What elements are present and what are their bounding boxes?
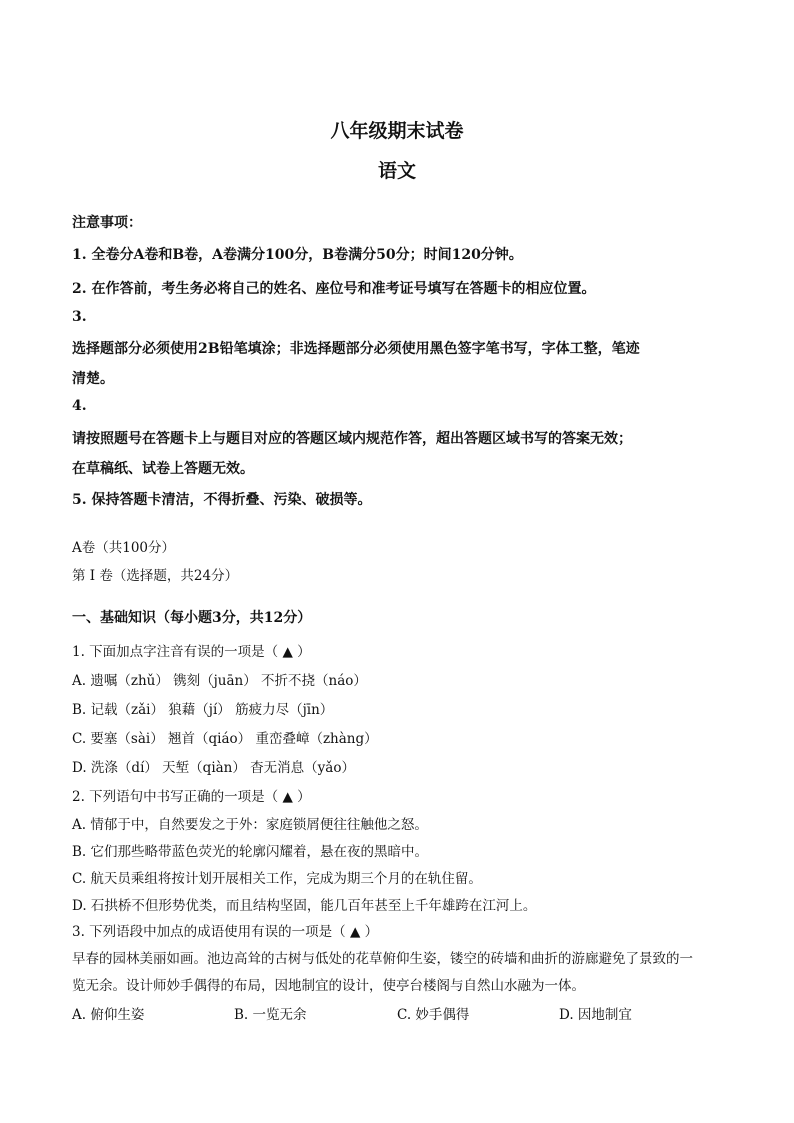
q2-option-d: D. 石拱桥不但形势优类，而且结构坚固，能几百年甚至上千年雄跨在江河上。 [72, 898, 537, 914]
notice-item-4-line-2: 在草稿纸、试卷上答题无效。 [72, 461, 254, 477]
q2-option-a: A. 情郁于中，自然要发之于外：家庭锁屑便往往触他之怒。 [72, 817, 428, 833]
q3-option-c: C. 妙手偶得 [397, 1007, 470, 1023]
q1-option-a: A. 遗嘱（zhǔ） 镌刻（juān） 不折不挠（náo） [72, 673, 367, 689]
q1-option-c: C. 要塞（sài） 翘首（qiáo） 重峦叠嶂（zhàng） [72, 731, 378, 747]
notice-item-5: 5. 保持答题卡清洁，不得折叠、污染、破损等。 [72, 492, 372, 508]
subject-title: 语文 [377, 160, 416, 182]
notice-item-4-number: 4. [72, 398, 87, 414]
q2-option-b: B. 它们那些略带蓝色荧光的轮廓闪耀着，悬在夜的黑暗中。 [72, 844, 429, 860]
notice-item-2: 2. 在作答前，考生务必将自己的姓名、座位号和准考证号填写在答题卡的相应位置。 [72, 281, 596, 297]
notice-item-4-line-1: 请按照题号在答题卡上与题目对应的答题区域内规范作答，超出答题区域书写的答案无效； [72, 431, 632, 447]
q1-option-b: B. 记载（zǎi） 狼藉（jí） 筋疲力尽（jīn） [72, 702, 334, 718]
q3-option-b: B. 一览无余 [234, 1007, 307, 1023]
notice-item-3-number: 3. [72, 309, 87, 325]
q2-option-c: C. 航天员乘组将按计划开展相关工作，完成为期三个月的在轨住留。 [72, 871, 482, 887]
q2-stem: 2. 下列语句中书写正确的一项是（ ▲ ） [72, 789, 311, 805]
notice-item-1: 1. 全卷分A卷和B卷，A卷满分100分，B卷满分50分；时间120分钟。 [72, 247, 523, 263]
q3-option-d: D. 因地制宜 [559, 1007, 632, 1023]
part-1-heading: 第 I 卷（选择题，共24分） [72, 568, 239, 584]
q3-passage-line-1: 早春的园林美丽如画。池边高耸的古树与低处的花草俯仰生姿，镂空的砖墙和曲折的游廊避免了景致的一 [72, 951, 693, 967]
q3-passage-line-2: 览无余。设计师妙手偶得的布局，因地制宜的设计，使亭台楼阁与自然山水融为一体。 [72, 978, 585, 994]
volume-a-heading: A卷（共100分） [72, 540, 176, 556]
notice-heading: 注意事项： [72, 215, 142, 231]
q3-stem: 3. 下列语段中加点的成语使用有误的一项是（ ▲ ） [72, 924, 379, 940]
notice-item-3-line-1: 选择题部分必须使用2B铅笔填涂；非选择题部分必须使用黑色签字笔书写，字体工整，笔迹 [72, 341, 640, 357]
q3-option-a: A. 俯仰生姿 [72, 1007, 145, 1023]
exam-title: 八年级期末试卷 [330, 120, 464, 142]
q1-stem: 1. 下面加点字注音有误的一项是（ ▲ ） [72, 644, 311, 660]
q1-option-d: D. 洗涤（dí） 天堑（qiàn） 杳无消息（yǎo） [72, 760, 355, 776]
notice-item-3-line-2: 清楚。 [72, 371, 114, 387]
section-1-heading: 一、基础知识（每小题3分，共12分） [72, 610, 312, 626]
